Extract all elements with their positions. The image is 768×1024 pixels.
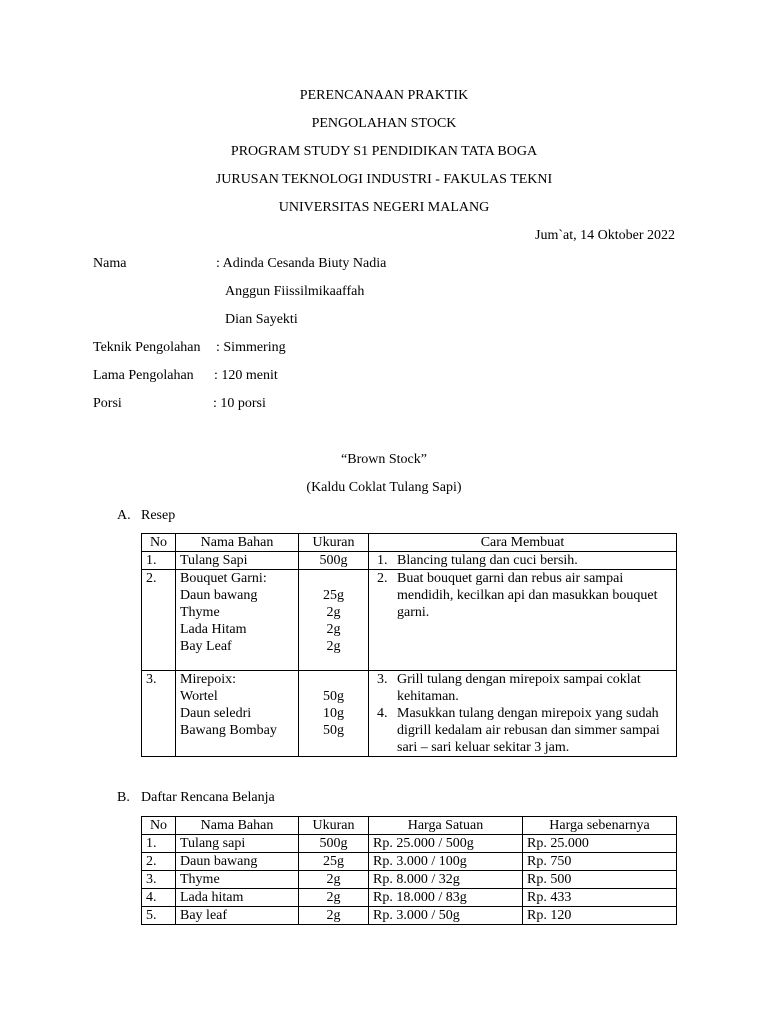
table-row: [142, 671, 677, 757]
bahan-item: Lada Hitam: [180, 622, 247, 637]
section-a-title: Resep: [141, 508, 176, 523]
table-row: [142, 889, 677, 907]
section-a-marker: A.: [117, 508, 131, 523]
cell-ukuran: 2g: [299, 871, 369, 889]
title-line-3: PROGRAM STUDY S1 PENDIDIKAN TATA BOGA: [230, 144, 538, 159]
cell-harga-sebenarnya: Rp. 120: [523, 907, 677, 925]
cell-harga-sebenarnya: Rp. 25.000: [523, 835, 677, 853]
ukuran-item: 2g: [326, 622, 341, 637]
step-item: [373, 671, 672, 705]
recipe-table: [141, 533, 677, 757]
cell-bahan: Tulang sapi: [176, 835, 299, 853]
cell-harga-sebenarnya: Rp. 500: [523, 871, 677, 889]
cell-ukuran: 25g: [299, 853, 369, 871]
ukuran-item: 50g: [323, 723, 344, 738]
cell-harga-sebenarnya: Rp. 433: [523, 889, 677, 907]
title-line-4: JURUSAN TEKNOLOGI INDUSTRI - FAKULAS TEKNI: [215, 172, 553, 187]
row-steps: [369, 671, 677, 757]
cell-harga-satuan: Rp. 3.000 / 50g: [369, 907, 523, 925]
row-no: 1.: [142, 552, 176, 570]
nama-value-1: : Adinda Cesanda Biuty Nadia: [216, 256, 387, 271]
col-header-nama-bahan: Nama Bahan: [176, 817, 299, 835]
cell-ukuran: 2g: [299, 907, 369, 925]
date: Jum`at, 14 Oktober 2022: [535, 228, 675, 243]
bahan-item: Bawang Bombay: [180, 723, 277, 738]
recipe-title: “Brown Stock”: [341, 452, 427, 467]
col-header-ukuran: Ukuran: [299, 534, 369, 552]
bahan-item: Daun seledri: [180, 706, 252, 721]
nama-label: Nama: [93, 256, 127, 271]
table-row: [142, 853, 677, 871]
title-line-1: PERENCANAAN PRAKTIK: [299, 88, 469, 103]
col-header-harga-satuan: Harga Satuan: [369, 817, 523, 835]
step-text: Blancing tulang dan cuci bersih.: [397, 553, 578, 568]
row-bahan: [176, 570, 299, 671]
step-number: 4.: [377, 706, 388, 721]
step-number: 3.: [377, 672, 388, 687]
ukuran-item: 2g: [326, 605, 341, 620]
teknik-value: : Simmering: [216, 340, 286, 355]
row-ukuran: [299, 671, 369, 757]
step-item: [373, 552, 672, 569]
section-b-title: Daftar Rencana Belanja: [141, 790, 275, 805]
cell-bahan: Daun bawang: [176, 853, 299, 871]
cell-bahan: Lada hitam: [176, 889, 299, 907]
shopping-table: [141, 816, 677, 925]
col-header-cara-membuat: Cara Membuat: [369, 534, 677, 552]
ukuran-item: [303, 570, 364, 587]
cell-ukuran: 500g: [299, 835, 369, 853]
col-header-nama-bahan: Nama Bahan: [176, 534, 299, 552]
col-header-harga-sebenarnya: Harga sebenarnya: [523, 817, 677, 835]
step-number: 1.: [377, 553, 388, 568]
cell-bahan: Bay leaf: [176, 907, 299, 925]
ukuran-item: 50g: [323, 689, 344, 704]
bahan-item: Wortel: [180, 689, 218, 704]
table-row: [142, 907, 677, 925]
bahan-item: Tulang Sapi: [180, 553, 248, 568]
nama-value-2: Anggun Fiissilmikaaffah: [225, 284, 365, 299]
ukuran-item: 2g: [326, 639, 341, 654]
bahan-item: Mirepoix:: [180, 672, 236, 687]
ukuran-item: [303, 671, 364, 688]
table-row: [142, 835, 677, 853]
row-ukuran: [299, 552, 369, 570]
bahan-item: Bay Leaf: [180, 639, 232, 654]
step-text: Masukkan tulang dengan mirepoix yang sudah digrill kedalam air rebusan dan simmer sampai sari – sari keluar sekitar 3 jam.: [397, 706, 660, 755]
step-number: 2.: [377, 571, 388, 586]
section-b-marker: B.: [117, 790, 130, 805]
recipe-subtitle: (Kaldu Coklat Tulang Sapi): [306, 480, 462, 495]
ukuran-item: 10g: [323, 706, 344, 721]
table-row: [142, 570, 677, 671]
table-row: [142, 552, 677, 570]
title-line-2: PENGOLAHAN STOCK: [311, 116, 457, 131]
bahan-item: Daun bawang: [180, 588, 258, 603]
porsi-label: Porsi: [93, 396, 122, 411]
ukuran-item: 25g: [323, 588, 344, 603]
cell-harga-satuan: Rp. 18.000 / 83g: [369, 889, 523, 907]
ukuran-item: 500g: [319, 553, 348, 568]
row-steps: [369, 552, 677, 570]
cell-no: 5.: [142, 907, 176, 925]
row-bahan: [176, 552, 299, 570]
recipe-table-header-row: [142, 534, 677, 552]
cell-no: 4.: [142, 889, 176, 907]
cell-harga-sebenarnya: Rp. 750: [523, 853, 677, 871]
cell-no: 2.: [142, 853, 176, 871]
title-line-5: UNIVERSITAS NEGERI MALANG: [278, 200, 490, 215]
col-header-ukuran: Ukuran: [299, 817, 369, 835]
row-bahan: [176, 671, 299, 757]
porsi-value: : 10 porsi: [213, 396, 266, 411]
step-item: [373, 570, 672, 621]
cell-no: 3.: [142, 871, 176, 889]
step-text: Grill tulang dengan mirepoix sampai coklat kehitaman.: [397, 672, 641, 704]
cell-bahan: Thyme: [176, 871, 299, 889]
cell-harga-satuan: Rp. 3.000 / 100g: [369, 853, 523, 871]
row-no: 3.: [142, 671, 176, 757]
lama-label: Lama Pengolahan: [93, 368, 194, 383]
step-text: Buat bouquet garni dan rebus air sampai mendidih, kecilkan api dan masukkan bouquet garni.: [397, 571, 658, 620]
teknik-label: Teknik Pengolahan: [93, 340, 201, 355]
row-steps: [369, 570, 677, 671]
table-row: [142, 871, 677, 889]
cell-no: 1.: [142, 835, 176, 853]
row-ukuran: [299, 570, 369, 671]
bahan-item: Thyme: [180, 605, 220, 620]
bahan-item: Bouquet Garni:: [180, 571, 267, 586]
col-header-no: No: [142, 817, 176, 835]
shopping-table-header-row: [142, 817, 677, 835]
cell-ukuran: 2g: [299, 889, 369, 907]
row-no: 2.: [142, 570, 176, 671]
cell-harga-satuan: Rp. 8.000 / 32g: [369, 871, 523, 889]
cell-harga-satuan: Rp. 25.000 / 500g: [369, 835, 523, 853]
col-header-no: No: [142, 534, 176, 552]
step-item: [373, 705, 672, 756]
nama-value-3: Dian Sayekti: [225, 312, 298, 327]
lama-value: : 120 menit: [214, 368, 278, 383]
